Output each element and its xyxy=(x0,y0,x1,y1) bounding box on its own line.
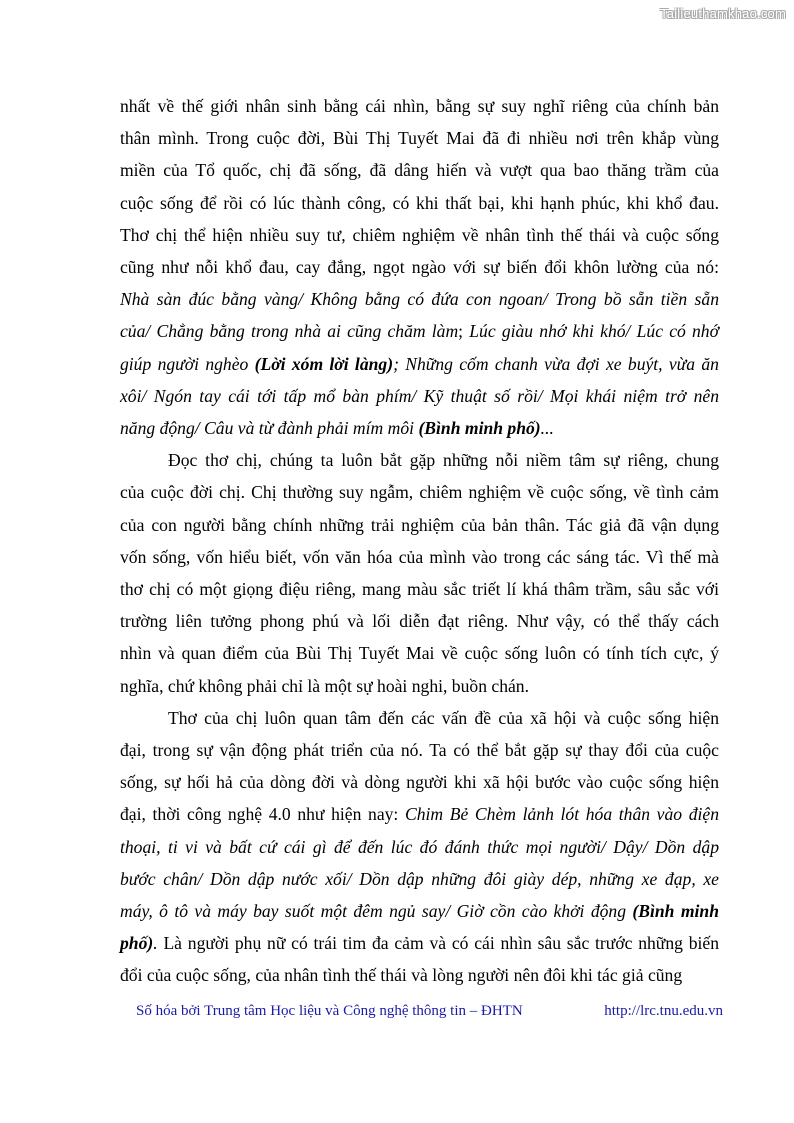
text-segment: đổi của cuộc sống, của nhân tình thế thái và lòng người nên đôi khi tác giả cũng xyxy=(120,965,683,986)
text-line xyxy=(120,315,719,347)
document-body xyxy=(120,90,719,992)
text-segment: máy, ô tô và máy bay suốt một đêm ngủ say/ Giờ cồn cào khởi động xyxy=(120,901,633,922)
text-line xyxy=(120,798,719,830)
text-line xyxy=(120,476,719,508)
text-segment: xôi/ Ngón tay cái tới tấp mổ bàn phím/ Kỹ thuật số rồi/ Mọi khái niệm trở nên xyxy=(120,385,719,406)
text-segment: đại, thời công nghệ 4.0 như hiện nay: xyxy=(120,804,405,825)
text-line xyxy=(120,541,719,573)
text-line xyxy=(120,895,719,927)
text-segment: ; xyxy=(393,353,406,374)
paragraph xyxy=(120,444,719,702)
text-segment: sống, sự hối hả của dòng đời và dòng người khi xã hội bước vào cuộc sống hiện xyxy=(120,772,719,793)
text-line xyxy=(120,573,719,605)
text-segment: của cuộc đời chị. Chị thường suy ngẫm, chiêm nghiệm về cuộc sống, về tình cảm xyxy=(120,482,719,503)
text-line xyxy=(120,509,719,541)
text-line xyxy=(120,959,719,991)
text-segment: thơ chị có một giọng điệu riêng, mang màu sắc triết lí khá thâm trầm, sâu sắc với xyxy=(120,579,719,600)
footer-url-link[interactable]: http://lrc.tnu.edu.vn xyxy=(604,1003,723,1019)
text-segment: . xyxy=(153,933,164,954)
text-line xyxy=(120,187,719,219)
text-segment: (Bình minh phố) xyxy=(418,418,541,439)
text-segment: Thơ chị thể hiện nhiều suy tư, chiêm nghiệm về nhân tình thế thái và cuộc sống xyxy=(120,224,719,245)
text-line xyxy=(120,670,719,702)
text-segment: Lúc giàu nhớ khi khó/ Lúc có nhớ xyxy=(469,321,719,342)
text-line xyxy=(120,380,719,412)
text-segment: của con người bằng chính những trải nghiệm của bản thân. Tác giả đã vận dụng xyxy=(120,514,719,535)
text-segment: thoại, ti vi và bất cứ cái gì để đến lúc đó đánh thức mọi người/ Dậy/ Dồn dập xyxy=(120,836,719,857)
text-line xyxy=(120,348,719,380)
text-segment: phố) xyxy=(120,933,154,954)
text-segment: Thơ của chị luôn quan tâm đến các vấn đề của xã hội và cuộc sống hiện xyxy=(168,707,719,728)
text-segment: (Bình minh xyxy=(632,901,719,922)
text-segment: trường liên tưởng phong phú và lối diễn đạt riêng. Như vậy, có thể thấy cách xyxy=(120,611,719,632)
text-segment: nhìn và quan điểm của Bùi Thị Tuyết Mai về cuộc sống luôn có tính tích cực, ý xyxy=(120,643,719,664)
text-line xyxy=(120,766,719,798)
text-line xyxy=(120,702,719,734)
text-segment: năng động/ Câu và từ đành phải mím môi xyxy=(120,418,419,439)
text-line xyxy=(120,444,719,476)
text-line xyxy=(120,154,719,186)
text-line xyxy=(120,831,719,863)
text-segment: giúp người nghèo xyxy=(120,353,255,374)
text-line xyxy=(120,219,719,251)
text-segment: (Lời xóm lời làng) xyxy=(254,353,394,374)
text-line xyxy=(120,605,719,637)
footer-digitized-by: Số hóa bởi Trung tâm Học liệu và Công nghệ thông tin – ĐHTN xyxy=(136,1003,523,1019)
text-segment: thân mình. Trong cuộc đời, Bùi Thị Tuyết Mai đã đi nhiều nơi trên khắp vùng xyxy=(120,128,719,149)
text-line xyxy=(120,122,719,154)
text-line xyxy=(120,863,719,895)
text-line xyxy=(120,637,719,669)
text-segment: cuộc sống để rồi có lúc thành công, có khi thất bại, khi hạnh phúc, khi khổ đau. xyxy=(120,192,719,213)
text-segment: Chim Bẻ Chèm lảnh lót hóa thân vào điện xyxy=(404,804,719,825)
text-segment: vốn sống, vốn hiểu biết, vốn văn hóa của mình vào trong các sáng tác. Vì thế mà xyxy=(120,546,719,567)
text-line xyxy=(120,412,719,444)
text-segment: ; xyxy=(458,321,470,342)
paragraph xyxy=(120,702,719,992)
text-segment: bước chân/ Dồn dập nước xối/ Dồn dập những đôi giày dép, những xe đạp, xe xyxy=(120,868,719,889)
text-segment: miền của Tổ quốc, chị đã sống, đã dâng hiến và vượt qua bao thăng trầm của xyxy=(120,160,719,181)
text-segment: Là người phụ nữ có trái tim đa cảm và có cái nhìn sâu sắc trước những biến xyxy=(163,933,720,954)
text-segment: đại, trong sự vận động phát triển của nó. Ta có thể bắt gặp sự thay đổi của cuộc xyxy=(120,740,719,761)
text-segment: nhất về thế giới nhân sinh bằng cái nhìn, bằng sự suy nghĩ riêng của chính bản xyxy=(120,96,719,116)
text-line xyxy=(120,734,719,766)
text-segment: ... xyxy=(540,418,554,439)
text-segment: Đọc thơ chị, chúng ta luôn bắt gặp những nỗi niềm tâm sự riêng, chung xyxy=(168,450,719,471)
text-segment: nghĩa, chứ không phải chỉ là một sự hoài nghi, buồn chán. xyxy=(120,675,529,696)
text-segment: Nhà sàn đúc bằng vàng/ Không bằng có đứa con ngoan/ Trong bồ sẵn tiền sẵn xyxy=(120,289,719,310)
text-segment: cũng như nỗi khổ đau, cay đắng, ngọt ngào với sự biến đổi khôn lường của nó: xyxy=(120,257,719,278)
paragraph xyxy=(120,90,719,444)
text-line xyxy=(120,283,719,315)
text-segment: Những cốm chanh vừa đợi xe buýt, vừa ăn xyxy=(405,353,719,374)
text-segment: của/ Chẳng bằng trong nhà ai cũng chăm làm xyxy=(120,321,459,342)
text-line xyxy=(120,927,719,959)
watermark-text: Tailieuthamkhao.com xyxy=(660,6,786,21)
text-line xyxy=(120,90,719,122)
text-line xyxy=(120,251,719,283)
